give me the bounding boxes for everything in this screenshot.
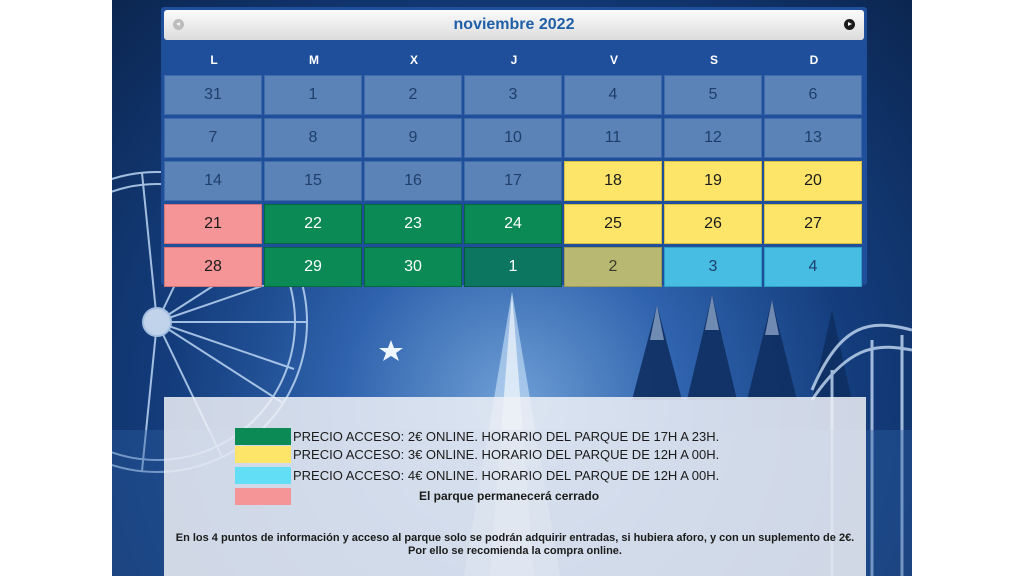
calendar-day-cell[interactable]: 31 bbox=[164, 75, 262, 115]
legend-swatch-pink bbox=[235, 488, 291, 505]
calendar-day-cell[interactable]: 16 bbox=[364, 161, 462, 201]
calendar-day-cell[interactable]: 11 bbox=[564, 118, 662, 158]
calendar-day-cell[interactable]: 1 bbox=[264, 75, 362, 115]
weekday-label: X bbox=[409, 53, 418, 67]
calendar-day-cell[interactable]: 18 bbox=[564, 161, 662, 201]
legend-text: PRECIO ACCESO: 4€ ONLINE. HORARIO DEL PARQUE DE 12H A 00H. bbox=[293, 468, 720, 483]
calendar-day-cell[interactable]: 20 bbox=[764, 161, 862, 201]
calendar-day-cell[interactable]: 15 bbox=[264, 161, 362, 201]
calendar-day-cell[interactable]: 14 bbox=[164, 161, 262, 201]
calendar-day-cell[interactable]: 27 bbox=[764, 204, 862, 244]
calendar-day-cell[interactable]: 28 bbox=[164, 247, 262, 287]
calendar-day-cell[interactable]: 12 bbox=[664, 118, 762, 158]
legend-text: PRECIO ACCESO: 3€ ONLINE. HORARIO DEL PARQUE DE 12H A 00H. bbox=[293, 447, 720, 462]
calendar-day-cell[interactable]: 26 bbox=[664, 204, 762, 244]
next-month-button[interactable] bbox=[844, 19, 855, 30]
calendar-day-cell[interactable]: 2 bbox=[364, 75, 462, 115]
calendar-day-cell[interactable]: 6 bbox=[764, 75, 862, 115]
calendar-day-cell[interactable]: 22 bbox=[264, 204, 362, 244]
calendar-day-cell[interactable]: 10 bbox=[464, 118, 562, 158]
calendar-day-cell[interactable]: 21 bbox=[164, 204, 262, 244]
legend-swatch-green bbox=[235, 428, 291, 445]
calendar-month-title: noviembre 2022 bbox=[453, 16, 575, 33]
calendar-day-cell[interactable]: 25 bbox=[564, 204, 662, 244]
legend-text: El parque permanecerá cerrado bbox=[419, 489, 600, 503]
price-legend bbox=[164, 397, 866, 576]
weekday-label: S bbox=[709, 53, 718, 67]
calendar-day-cell[interactable]: 9 bbox=[364, 118, 462, 158]
calendar-header bbox=[164, 10, 864, 40]
weekday-label: L bbox=[210, 53, 218, 67]
calendar-day-cell[interactable]: 29 bbox=[264, 247, 362, 287]
calendar-day-cell[interactable]: 30 bbox=[364, 247, 462, 287]
calendar-day-cell[interactable]: 24 bbox=[464, 204, 562, 244]
calendar bbox=[161, 7, 867, 285]
weekday-label: D bbox=[809, 53, 819, 67]
legend-swatch-cyan bbox=[235, 467, 291, 484]
calendar-day-cell[interactable]: 3 bbox=[464, 75, 562, 115]
calendar-day-cell[interactable]: 19 bbox=[664, 161, 762, 201]
calendar-day-cell[interactable]: 4 bbox=[564, 75, 662, 115]
legend-swatch-yellow bbox=[235, 446, 291, 463]
online-purchase-note: En los 4 puntos de información y acceso al parque solo se podrán adquirir entradas, si hubiera aforo, y con un suplemento de 2€. Por ello se recomienda la compra online. bbox=[175, 532, 855, 557]
calendar-day-cell[interactable]: 7 bbox=[164, 118, 262, 158]
calendar-day-cell[interactable]: 13 bbox=[764, 118, 862, 158]
calendar-day-cell[interactable]: 4 bbox=[764, 247, 862, 287]
calendar-day-cell[interactable]: 23 bbox=[364, 204, 462, 244]
calendar-day-cell[interactable]: 2 bbox=[564, 247, 662, 287]
calendar-day-cell[interactable]: 17 bbox=[464, 161, 562, 201]
calendar-day-cell[interactable]: 8 bbox=[264, 118, 362, 158]
weekday-label: M bbox=[309, 53, 319, 67]
weekday-header-row bbox=[164, 47, 864, 73]
calendar-day-cell[interactable]: 3 bbox=[664, 247, 762, 287]
calendar-day-cell[interactable]: 5 bbox=[664, 75, 762, 115]
legend-text: PRECIO ACCESO: 2€ ONLINE. HORARIO DEL PARQUE DE 17H A 23H. bbox=[293, 429, 720, 444]
weekday-label: J bbox=[510, 53, 518, 67]
calendar-day-grid bbox=[164, 75, 864, 287]
weekday-label: V bbox=[609, 53, 618, 67]
calendar-day-cell[interactable]: 1 bbox=[464, 247, 562, 287]
